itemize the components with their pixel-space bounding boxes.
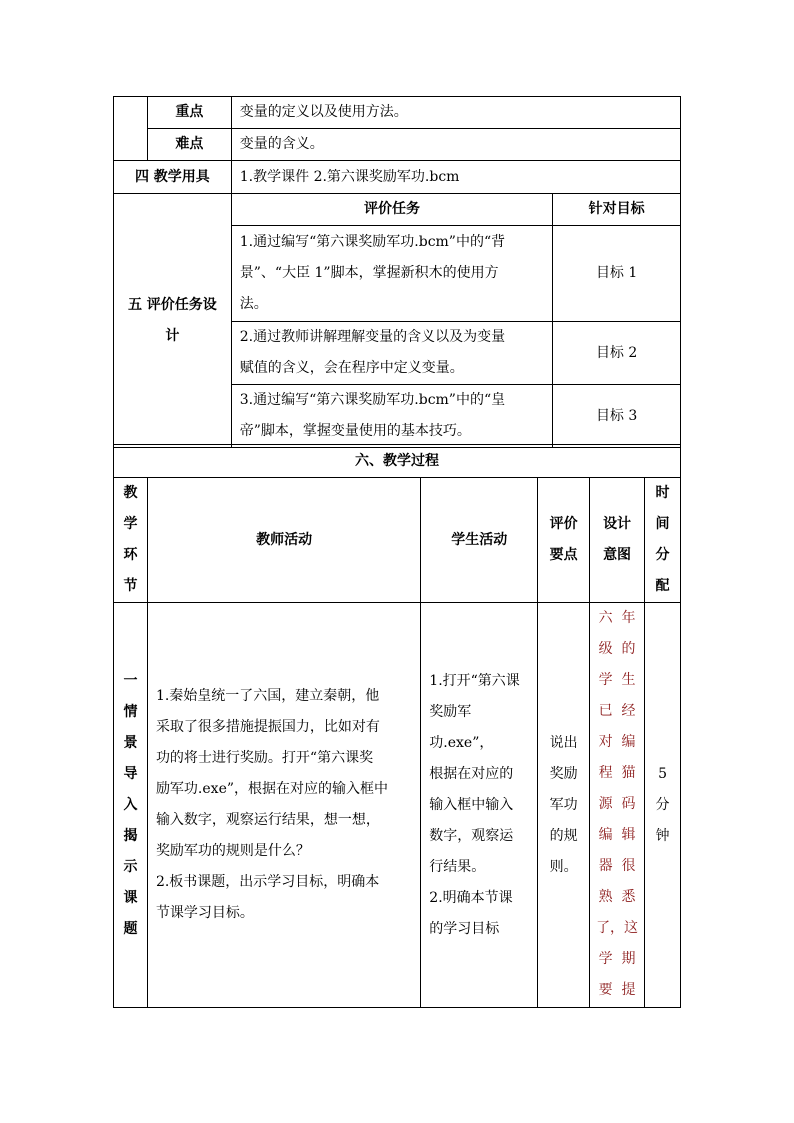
- eval-line: 的规: [549, 827, 578, 844]
- design-header-line: 设计: [603, 516, 632, 532]
- target-cell: 目标 2: [553, 322, 681, 385]
- teacher-activity-cell: [147, 603, 420, 1008]
- keypoint-label: 重点: [147, 97, 231, 129]
- target-cell: 目标 1: [553, 226, 681, 322]
- eval-header-line: 评价: [549, 516, 578, 532]
- student-line: 的学习目标: [429, 920, 500, 937]
- design-line: 学 生: [598, 672, 636, 688]
- phase-char: 揭: [123, 827, 138, 844]
- time-char: 分: [655, 796, 670, 813]
- task-line: 法。: [239, 296, 268, 312]
- design-line: 对 编: [598, 734, 636, 750]
- task-line: 赋值的含义，会在程序中定义变量。: [239, 360, 464, 376]
- student-activity-header: 学生活动: [421, 478, 538, 603]
- target-cell: 目标 3: [553, 385, 681, 448]
- phase-char: 题: [123, 920, 138, 937]
- design-line: 编 辑: [598, 827, 636, 843]
- phase-char: 一: [123, 672, 138, 689]
- phase-header-char: 教: [123, 485, 138, 501]
- time-header-char: 分: [655, 547, 670, 563]
- phase-char: 示: [123, 858, 138, 875]
- student-line: 数字，观察运: [429, 827, 514, 844]
- teacher-line: 输入数字，观察运行结果，想一想，: [155, 812, 380, 828]
- task-line: 帝”脚本，掌握变量使用的基本技巧。: [239, 423, 471, 439]
- lesson-plan-upper-table: [113, 96, 681, 448]
- time-char: 5: [658, 765, 667, 782]
- eval-points-cell: [538, 603, 590, 1008]
- keypoint-content: 变量的定义以及使用方法。: [231, 97, 680, 129]
- design-line: 程 猫: [598, 765, 636, 781]
- phase-char: 入: [123, 796, 138, 813]
- time-header-char: 间: [655, 516, 670, 532]
- teacher-activity-header: 教师活动: [147, 478, 420, 603]
- time-header: [645, 478, 681, 603]
- design-line: 六 年: [598, 610, 636, 626]
- teacher-line: 励军功.exe”，根据在对应的输入框中: [155, 781, 389, 797]
- teacher-line: 功的将士进行奖励。打开“第六课奖: [155, 750, 374, 766]
- difficulty-label: 难点: [147, 129, 231, 161]
- difficulty-content: 变量的含义。: [231, 129, 680, 161]
- target-header: 针对目标: [553, 194, 681, 226]
- task-line: 3.通过编写“第六课奖励军功.bcm”中的“皇: [239, 392, 506, 408]
- task-line: 景”、“大臣 1”脚本，掌握新积木的使用方: [239, 265, 499, 281]
- task-line: 1.通过编写“第六课奖励军功.bcm”中的“背: [239, 234, 506, 250]
- design-line: 了，这: [596, 920, 639, 936]
- student-line: 输入框中输入: [429, 796, 514, 813]
- teacher-line: 采取了很多措施提振国力，比如对有: [155, 719, 380, 735]
- student-line: 奖励军功.exe”，: [429, 703, 494, 751]
- phase-cell: [114, 603, 148, 1008]
- teacher-line: 奖励军功的规则是什么？: [155, 843, 310, 859]
- design-intent-cell: [590, 603, 645, 1008]
- phase-char: 导: [123, 765, 138, 782]
- design-line: 源 码: [598, 796, 636, 812]
- teacher-line: 节课学习目标。: [155, 905, 254, 921]
- section5-label-line2: 计: [165, 327, 180, 344]
- eval-line: 军功: [549, 796, 578, 813]
- student-activity-cell: [421, 603, 538, 1008]
- phase-header-char: 节: [123, 578, 138, 594]
- phase-header-char: 学: [123, 516, 138, 532]
- student-line: 1.打开“第六课: [429, 672, 520, 689]
- student-line: 行结果。: [429, 858, 486, 875]
- phase-header-char: 环: [123, 547, 138, 563]
- eval-line: 奖励: [549, 765, 578, 782]
- eval-task-cell: [231, 226, 552, 322]
- design-line: 器 很: [598, 858, 636, 874]
- tools-label: 四 教学用具: [114, 161, 232, 194]
- eval-task-cell: [231, 385, 552, 448]
- design-line: 级 的: [598, 641, 636, 657]
- section5-label-line1: 五 评价任务设: [127, 296, 217, 313]
- phase-char: 课: [123, 889, 138, 906]
- phase-char: 情: [123, 703, 138, 720]
- eval-line: 则。: [549, 858, 578, 875]
- eval-line: 说出: [549, 734, 578, 751]
- section5-label: [114, 194, 232, 448]
- student-line: 2.明确本节课: [429, 889, 513, 906]
- time-cell: [645, 603, 681, 1008]
- eval-task-header: 评价任务: [231, 194, 552, 226]
- process-title: 六、教学过程: [114, 445, 681, 478]
- time-header-char: 时: [655, 485, 670, 501]
- teaching-process-table: [113, 444, 681, 1008]
- task-line: 2.通过教师讲解理解变量的含义以及为变量: [239, 329, 506, 345]
- eval-points-header: [538, 478, 590, 603]
- phase-header: [114, 478, 148, 603]
- eval-task-cell: [231, 322, 552, 385]
- phase-char: 景: [123, 734, 138, 751]
- eval-header-line: 要点: [549, 547, 578, 563]
- student-line: 根据在对应的: [429, 765, 514, 782]
- design-line: 已 经: [598, 703, 636, 719]
- teacher-line: 1.秦始皇统一了六国，建立秦朝，他: [155, 688, 380, 704]
- design-header-line: 意图: [603, 547, 632, 563]
- teacher-line: 2.板书课题，出示学习目标，明确本: [155, 874, 380, 890]
- blank-merged-cell: [114, 97, 148, 161]
- design-intent-header: [590, 478, 645, 603]
- design-line: 要 提: [598, 982, 636, 998]
- time-char: 钟: [655, 827, 670, 844]
- tools-content: 1.教学课件 2.第六课奖励军功.bcm: [231, 161, 680, 194]
- design-line: 学 期: [598, 951, 636, 967]
- design-line: 熟 悉: [598, 889, 636, 905]
- time-header-char: 配: [655, 578, 670, 594]
